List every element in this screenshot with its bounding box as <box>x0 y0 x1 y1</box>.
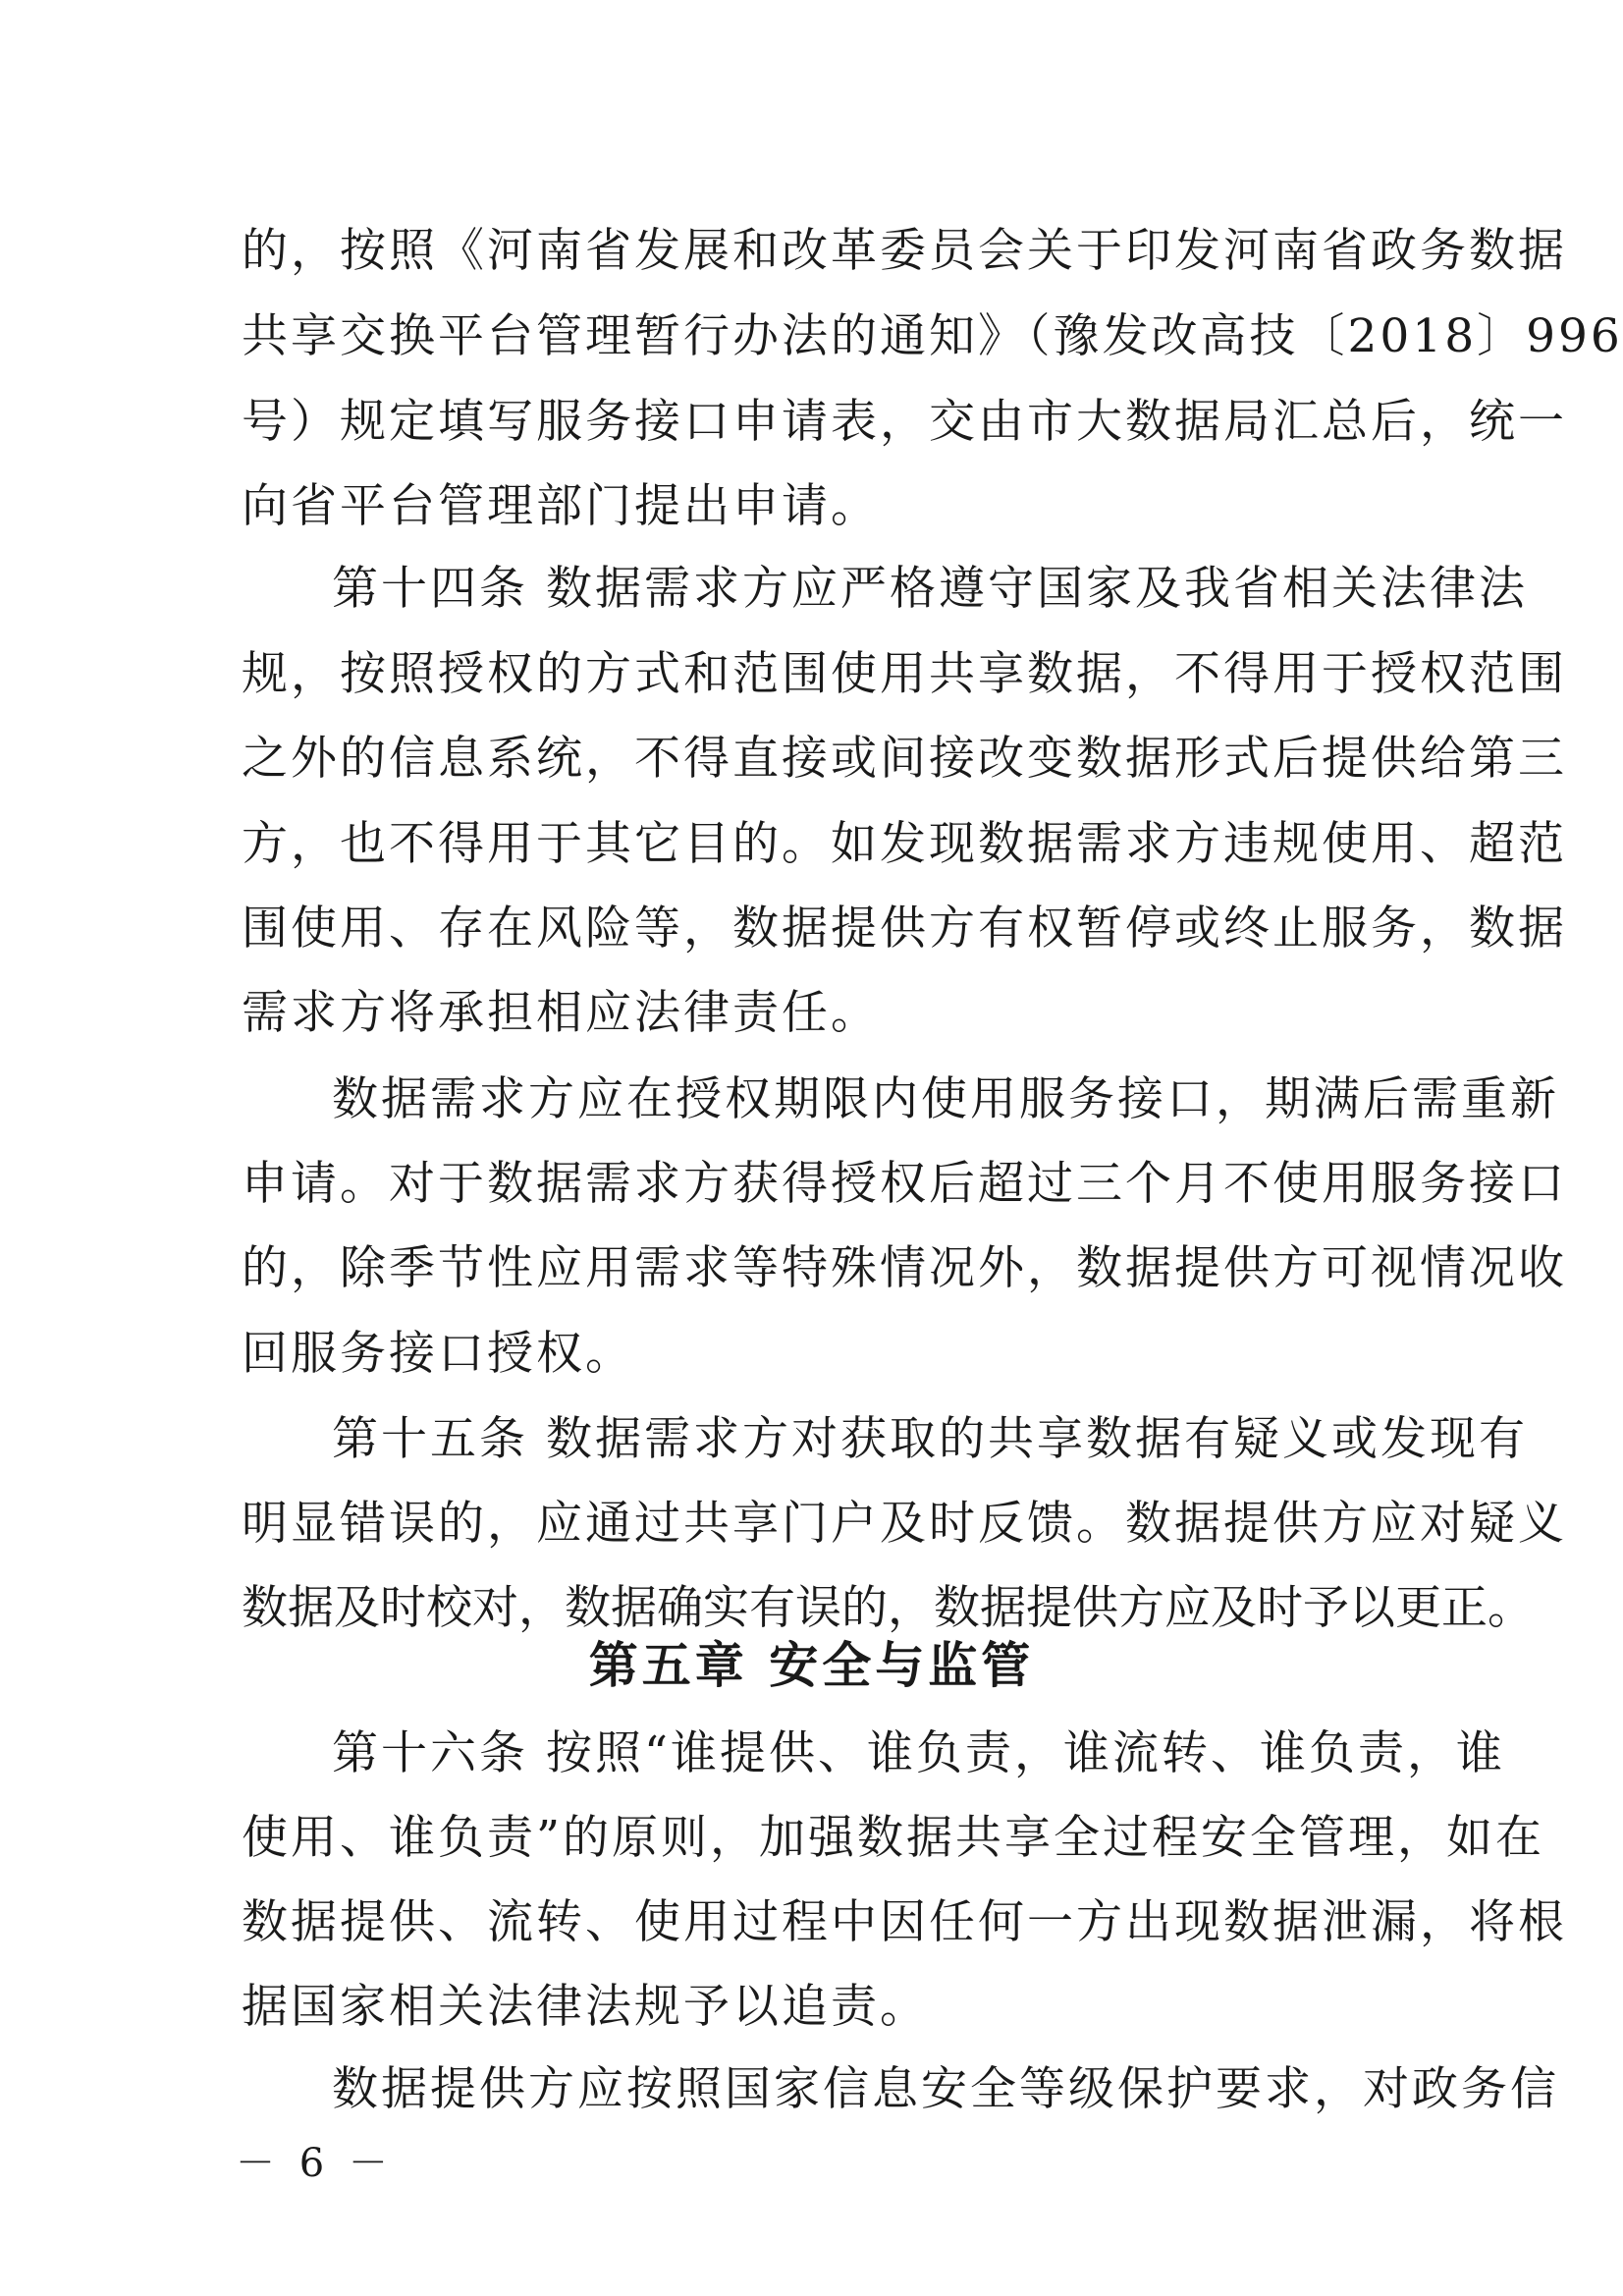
text-line: 方，也不得用于其它目的。如发现数据需求方违规使用、超范 <box>242 817 1567 871</box>
text-line: 的，除季节性应用需求等特殊情况外，数据提供方可视情况收 <box>242 1241 1567 1295</box>
article-14-start: 第十四条 数据需求方应严格遵守国家及我省相关法律法 <box>332 562 1528 616</box>
text-line: 数据及时校对，数据确实有误的，数据提供方应及时予以更正。 <box>242 1581 1534 1635</box>
text-line: 共享交换平台管理暂行办法的通知》（豫发改高技〔2018〕996 <box>242 309 1623 363</box>
text-line: 数据提供、流转、使用过程中因任何一方出现数据泄漏，将根 <box>242 1895 1567 1949</box>
text-line: 回服务接口授权。 <box>242 1327 634 1381</box>
text-line: 据国家相关法律法规予以追责。 <box>242 1980 929 2034</box>
text-line: 明显错误的，应通过共享门户及时反馈。数据提供方应对疑义 <box>242 1497 1567 1551</box>
text-line: 需求方将承担相应法律责任。 <box>242 986 880 1040</box>
paragraph-start: 数据需求方应在授权期限内使用服务接口，期满后需重新 <box>332 1072 1559 1126</box>
text-line: 申请。对于数据需求方获得授权后超过三个月不使用服务接口 <box>242 1157 1567 1211</box>
text-line: 规，按照授权的方式和范围使用共享数据，不得用于授权范围 <box>242 647 1567 701</box>
text-line: 号）规定填写服务接口申请表，交由市大数据局汇总后，统一 <box>242 395 1567 449</box>
chapter-heading: 第五章 安全与监管 <box>588 1636 1035 1694</box>
paragraph-start: 数据提供方应按照国家信息安全等级保护要求，对政务信 <box>332 2062 1559 2116</box>
article-16-start: 第十六条 按照“谁提供、谁负责，谁流转、谁负责，谁 <box>332 1726 1505 1780</box>
article-15-start: 第十五条 数据需求方对获取的共享数据有疑义或发现有 <box>332 1412 1528 1466</box>
text-line: 的，按照《河南省发展和改革委员会关于印发河南省政务数据 <box>242 224 1567 278</box>
page-number: － 6 － <box>236 2141 394 2186</box>
text-line: 围使用、存在风险等，数据提供方有权暂停或终止服务，数据 <box>242 902 1567 956</box>
text-line: 之外的信息系统，不得直接或间接改变数据形式后提供给第三 <box>242 732 1567 786</box>
text-line: 向省平台管理部门提出申请。 <box>242 479 880 533</box>
text-line: 使用、谁负责”的原则，加强数据共享全过程安全管理，如在 <box>242 1811 1545 1865</box>
